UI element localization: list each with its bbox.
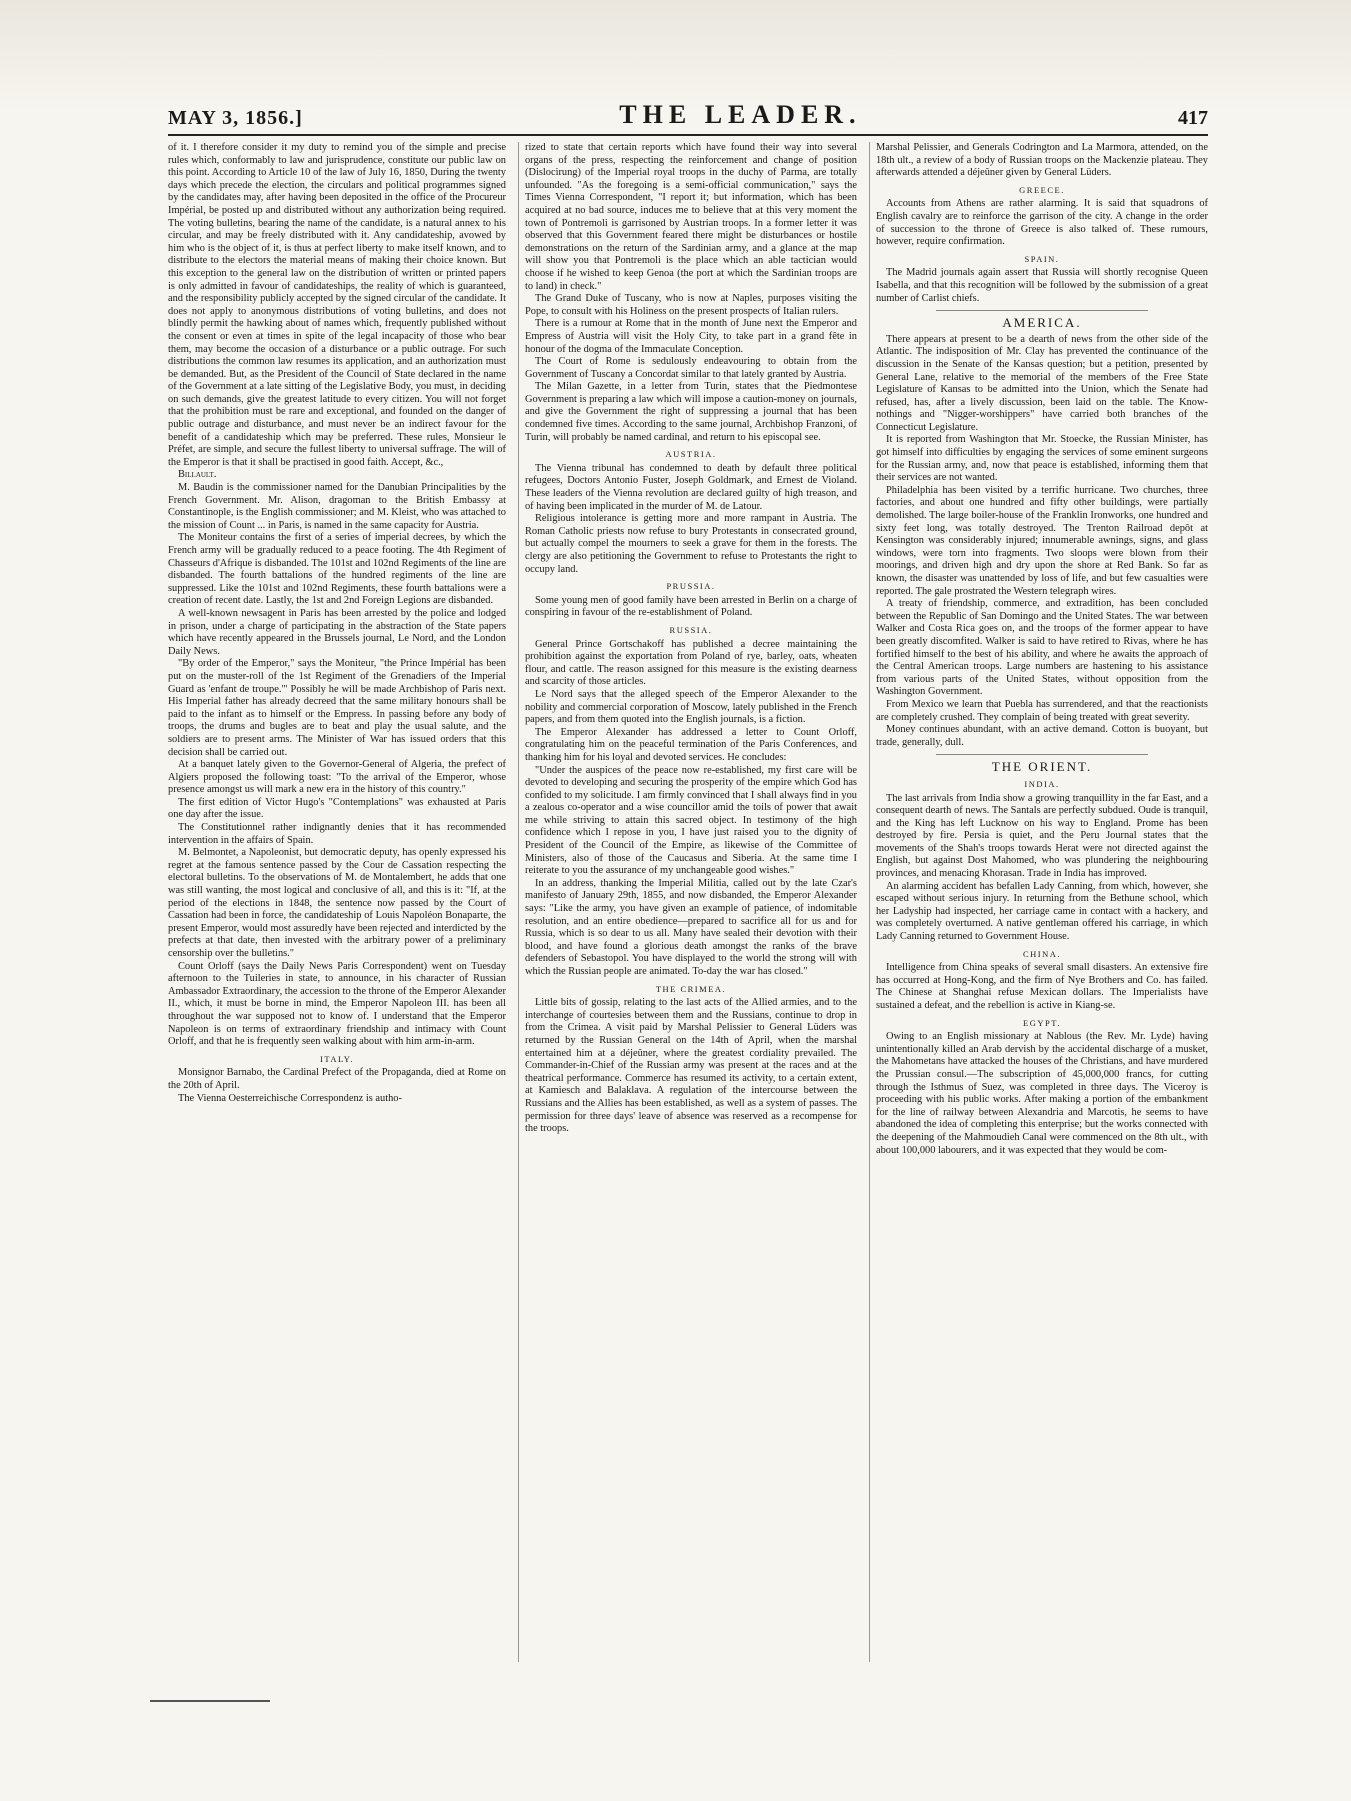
section-heading-austria: AUSTRIA. bbox=[665, 449, 717, 460]
paragraph: The Vienna Oesterreichische Correspondenz is autho- bbox=[178, 1092, 402, 1104]
section-heading-china: CHINA. bbox=[1022, 948, 1061, 959]
column-3 bbox=[869, 142, 1208, 1662]
paragraph: The Emperor Alexander has addressed a letter to Count Orloff, congratulating him on the peaceful termination of the Paris Conferences, and thanking him for his loyal and devoted services. He concludes: bbox=[524, 726, 857, 763]
paragraph: The Moniteur contains the first of a series of imperial decrees, by which the French army will be gradually reduced to a peace footing. The 4th Regiment of Chasseurs d'Afrique is disbanded. The 101st and 102nd Regiments of the line are disbanded. The fourth battalions of the hundred regiments of the line are suppressed. Like the 101st and 102nd Regiments, these fourth battalions were a creation of recent date. Lastly, the 1st and 2nd Foreign Legions are disbanded. bbox=[168, 532, 506, 607]
paragraph: The Constitutionnel rather indignantly denies that it has recommended intervention in the affairs of Spain. bbox=[168, 822, 506, 846]
scan-footer-mark bbox=[150, 1700, 270, 1708]
paragraph: M. Belmontet, a Napoleonist, but democratic deputy, has openly expressed his regret at the famous sentence passed by the Cour de Cassation respecting the electoral bulletins. To the observations of M. de Montalembert, he adds that one was still wanting, the most logical and conclusive of all, and this is it: "If, at the period of the elections in 1848, the sentence now passed by the Court of Cassation had been in force, the candidateship of Louis Napoléon Bonaparte, the present Emperor, would most assuredly have been rejected and interdicted by the prefects at that date, then invested with the arbitrary power of a preliminary censorship over the bulletins." bbox=[168, 847, 506, 959]
paragraph: The first edition of Victor Hugo's "Contemplations" was exhausted at Paris one day after the issue. bbox=[168, 796, 506, 821]
section-heading-america: AMERICA. bbox=[1002, 315, 1082, 331]
paragraph: The Madrid journals again assert that Russia will shortly recognise Queen Isabella, and that this recognition will be followed by the submission of a great number of Carlist chiefs. bbox=[875, 267, 1208, 304]
article-columns bbox=[168, 142, 1208, 1662]
paragraph: There is a rumour at Rome that in the month of June next the Emperor and Empress of Austria will visit the Holy City, to take part in a grand fête in honour of the dogma of the Immaculate Conception. bbox=[524, 318, 857, 355]
column-1 bbox=[168, 142, 506, 1662]
paragraph: Accounts from Athens are rather alarming. It is said that squadrons of English cavalry are to reinforce the garrison of the city. A change in the order of succession to the throne of Greece is also talked of. These rumours, however, require confirmation. bbox=[875, 198, 1208, 248]
header-rule bbox=[168, 134, 1208, 136]
paragraph: From Mexico we learn that Puebla has surrendered, and that the reactionists are completely crushed. They complain of being treated with great severity. bbox=[875, 698, 1208, 723]
paragraph: Count Orloff (says the Daily News Paris Correspondent) went on Tuesday afternoon to the Tuileries in state, to announce, in his character of Russian Ambassador Extraordinary, the accession to the throne of the Emperor Alexander II., which, it must be borne in mind, the Emperor Napoleon III. has been all throughout the war supposed not to know of. I understand that the Emperor Napoleon is on terms of extraordinary friendship and intimacy with Count Orloff, and that he is frequently seen walking about with him arm-in-arm. bbox=[168, 960, 506, 1048]
divider bbox=[936, 310, 1148, 311]
section-heading-egypt: EGYPT. bbox=[1023, 1017, 1061, 1028]
section-heading-crimea: THE CRIMEA. bbox=[655, 983, 727, 994]
paragraph: Marshal Pelissier, and Generals Codrington and La Marmora, attended, on the 18th ult., a review of a body of Russian troops on the Mackenzie plateau. They afterwards attended a déjeûner given by General Lüders. bbox=[875, 142, 1208, 179]
issue-date: MAY 3, 1856.] bbox=[168, 107, 303, 129]
paragraph: An alarming accident has befallen Lady Canning, from which, however, she escaped without serious injury. In returning from the Bethune school, which her Ladyship had inspected, her carriage came in contact with a hackery, and was completely overturned. A native gentleman offered his carriage, in which Lady Canning returned to Government House. bbox=[875, 880, 1208, 943]
section-heading-orient: THE ORIENT. bbox=[991, 759, 1093, 775]
signature: Billault. bbox=[178, 469, 217, 481]
paragraph: Owing to an English missionary at Nablous (the Rev. Mr. Lyde) having unintentionally killed an Arab dervish by the accidental discharge of a musket, the Mahometans have attacked the houses of the Christians, and have murdered the Prussian consul.—The subscription of 45,000,000 francs, for cutting through the Isthmus of Suez, was completed in three days. The Viceroy is proceeding with his public works. After making a portion of the embankment for the line of railway between Alexandria and Marcotis, he seems to have abandoned the idea of completing this enterprise; but the works connected with the deepening of the Mahmoudieh Canal were commenced on the 8th ult., with about 100,000 labourers, and it was expected that they would be com- bbox=[875, 1031, 1208, 1156]
paragraph: Intelligence from China speaks of several small disasters. An extensive fire has occurred at Hong-Kong, and the firm of Nye Brothers and Co. has failed. The Chinese at Shanghai refuse Mexican dollars. The Imperialists have sustained a defeat, and the rebellion is active in Kiang-se. bbox=[875, 962, 1208, 1011]
column-2 bbox=[518, 142, 857, 1662]
paragraph: Le Nord says that the alleged speech of the Emperor Alexander to the nobility and commercial corporation of Moscow, lately published in the French papers, and from them quoted into the English journals, is a fiction. bbox=[524, 688, 857, 726]
paragraph: The Milan Gazette, in a letter from Turin, states that the Piedmontese Government is preparing a law which will impose a caution-money on journals, and give the Government the right of suppressing a journal that has been condemned five times. According to the same journal, Archbishop Franzoni, of Turin, will probably be named cardinal, and return to his episcopal see. bbox=[524, 381, 857, 443]
section-heading-italy: ITALY. bbox=[319, 1053, 354, 1064]
paragraph: Money continues abundant, with an active demand. Cotton is buoyant, but trade, generally, dull. bbox=[875, 724, 1208, 748]
paragraph: A treaty of friendship, commerce, and extradition, has been concluded between the Republic of San Domingo and the United States. The war between Walker and Costa Rica goes on, and the troops of the former appear to have been greatly discomfited. Walker is said to have retired to Rivas, where he has fortified himself to the best of his ability, and where he awaits the approach of the Central American troops. Large numbers are hastening to his assistance from various parts of the United States, without opposition from the Washington Government. bbox=[875, 598, 1208, 698]
section-heading-greece: GREECE. bbox=[1019, 184, 1065, 195]
paragraph: "By order of the Emperor," says the Moniteur, "the Prince Impérial has been put on the muster-roll of the 1st Regiment of the Grenadiers of the Imperial Guard as 'enfant de troupe.'" Possibly he will be made Archbishop of Paris next. His Imperial father has already decreed that the same military honours shall be paid to the infant as to himself or the Empress. In passing before any body of troops, the drums and bugles are to beat and play the usual salute, and the soldiers are to present arms. The Minister of War has issued orders that this decision shall be carried out. bbox=[168, 658, 506, 758]
paragraph: It is reported from Washington that Mr. Stoecke, the Russian Minister, has got himself into difficulties by engaging the services of some eminent surgeons for the Russian army, and, now that peace is established, informing them that their services are not wanted. bbox=[875, 434, 1208, 484]
paragraph: The Vienna tribunal has condemned to death by default three political refugees, Doctors Antonio Fuster, Joseph Goldmark, and Ernest de Violand. These leaders of the Vienna revolution are declared guilty of high treason, and of having been implicated in the murder of M. de Latour. bbox=[524, 462, 857, 512]
section-heading-spain: SPAIN. bbox=[1024, 253, 1060, 264]
section-heading-india: INDIA. bbox=[1024, 778, 1060, 789]
paragraph: In an address, thanking the Imperial Militia, called out by the late Czar's manifesto of January 29th, 1855, and now disbanded, the Emperor Alexander says: "Like the army, you have given an example of patience, of indomitable resolution, and an entire obedience—prepared to sacrifice all for us and for Russia, which is so dear to us all. Many have sealed their devotion with their blood, and have found a glorious death amongst the ranks of the brave defenders of Sebastopol. You have displayed to the world the strong will with which the Russian people are animated. To-day the war has closed." bbox=[524, 877, 857, 977]
paragraph: "Under the auspices of the peace now re-established, my first care will be devoted to developing and securing the prosperity of the empire which God has confided to my solicitude. I am firmly convinced that I shall always find in you a zealous co-operator and a wise councillor amid the toils of power that await me while striving to attain this sacred object. In testimony of the high confidence which I repose in you, I have just raised you to the dignity of President of the Council of the Empire, as likewise of the Committee of Ministers, also of those of the Caucasus and Siberia. At the same time I reiterate to you the assurance of my unchangeable good wishes." bbox=[524, 764, 857, 877]
section-heading-prussia: PRUSSIA. bbox=[666, 581, 716, 592]
paragraph: At a banquet lately given to the Governor-General of Algeria, the prefect of Algiers proposed the following toast: "To the arrival of the Emperor, whose presence amongst us will mark a new era in the history of this country." bbox=[168, 759, 506, 796]
paragraph: The Grand Duke of Tuscany, who is now at Naples, purposes visiting the Pope, to consult with his Holiness on the present prospects of Italian rulers. bbox=[524, 293, 857, 317]
newspaper-title: THE LEADER. bbox=[619, 100, 862, 129]
paragraph: The Court of Rome is sedulously endeavouring to obtain from the Government of Tuscany a Concordat similar to that lately granted by Austria. bbox=[524, 356, 857, 380]
page-number: 417 bbox=[1178, 107, 1208, 129]
paragraph: Little bits of gossip, relating to the last acts of the Allied armies, and to the interchange of courtesies between them and the Russians, continue to drop in from the Crimea. A visit paid by Marshal Pelissier to General Lüders was returned by the Russian General on the 14th of April, when the marshal entertained him at a déjeûner, where the greatest cordiality prevailed. The Commander-in-Chief of the Russian army was present at the races and at the theatrical performance. Commerce has resumed its activity, to a certain extent, at Kamiesch and Balaklava. A regulation of the intercourse between the Russians and the Allies has been established, as well as a system of passes. The permission for three days' leave of absence was reserved as a recompense for the troops. bbox=[524, 997, 857, 1135]
section-heading-russia: RUSSIA. bbox=[669, 624, 713, 635]
paragraph: Religious intolerance is getting more and more rampant in Austria. The Roman Catholic priests now refuse to bury Protestants in consecrated ground, but actually compel the mourners to seek a grave for them in the forests. The clergy are also petitioning the Government to refuse to Protestants the right to occupy land. bbox=[524, 513, 857, 575]
paragraph: Some young men of good family have been arrested in Berlin on a charge of conspiring in favour of the re-establishment of Poland. bbox=[524, 594, 857, 619]
scan-shading bbox=[0, 0, 1351, 110]
paragraph: of it. I therefore consider it my duty to remind you of the simple and precise rules which, conformably to law and jurisprudence, constitute our public law on this point. According to Article 10 of the law of July 16, 1850, During the twenty days which precede the election, the circulars and political programmes signed by the candidates may, after having been deposited in the office of the Procureur Impérial, be posted up and distributed without any authorization being required. The voting bulletins, bearing the name of the candidate, is a natural annex to his circular, and may be freely distributed with it. Any candidateship, avowed by him who is the object of it, is thus at perfect liberty to make itself known, and to distribute to the electors the material means of making their choice known. But this exception to the general law on the distribution of written or printed papers is only admitted in favour of candidateships, the reality of which is guaranteed, and the responsibility publicly accepted by the signed circular of the candidate. It does not apply to anonymous distributions of voting bulletins, and does not blindly permit the hawking about of names which, frequently published without the consent or even at times in spite of the legal incapacity of those who bear them, may become the occasion of a disturbance or a public outrage. For such distributions the common law resumes its application, and an authorization must be demanded. But, as the President of the Council of State declared in the name of the Government at a late sitting of the Legislative Body, you must, in deciding on such demands, give the greatest latitude to every citizen. You will not forget that the prohibition must be rare and exceptional, and founded on the danger of public outrage and disturbance, and must never be an indirect favour for the benefit of a candidateship which may be preferred. These rules, Monsieur le Préfet, are simple, and secure the fullest liberty to universal suffrage. The will of the Emperor is that it shall be practised in good faith. Accept, &c., bbox=[168, 142, 506, 468]
paragraph: General Prince Gortschakoff has published a decree maintaining the prohibition against the exportation from Poland of rye, barley, oats, wheaten flour, and cattle. The reason assigned for this measure is the existing dearness and scarcity of those articles. bbox=[524, 638, 857, 688]
paragraph: Philadelphia has been visited by a terrific hurricane. Two churches, three factories, and about one hundred and fifty other buildings, were partially demolished. The large boiler-house of the Franklin Ironworks, one hundred and sixty feet long, was totally destroyed. The Trenton Railroad depôt at Kensington was considerably injured; innumerable awnings, signs, and glass windows, were torn into fragments. Two sloops were blown from their moorings, and driven high and dry upon the shore at Red Bank. So far as known, the disaster was unattended by loss of life, and but few casualties were reported. The gale prostrated the Western telegraph wires. bbox=[875, 484, 1208, 597]
paragraph: There appears at present to be a dearth of news from the other side of the Atlantic. The indisposition of Mr. Clay has prevented the continuance of the discussion in the Senate of the Kansas question; but a petition, presented by General Lane, relative to the memorial of the members of the Free State Legislature of Kansas to be admitted into the Union, which the Senate had refused, has, after a lively discussion, been laid on the table. The Know-nothings and "Nigger-worshippers" have carried both branches of the Connecticut Legislature. bbox=[875, 333, 1208, 433]
paragraph: A well-known newsagent in Paris has been arrested by the police and lodged in prison, under a charge of participating in the abstraction of the State papers which have recently appeared in the Brussels journal, Le Nord, and the London Daily News. bbox=[168, 607, 506, 657]
paragraph: The last arrivals from India show a growing tranquillity in the far East, and a consequent dearth of news. The Santals are perfectly subdued. Oude is tranquil, and the King has left Lucknow on his way to England. Prome has been destroyed by fire. Persia is quiet, and the Peru Journal states that the movements of the Shah's troops towards Herat were not directed against the English, but against Dost Mahomed, who was plundering the neighbouring provinces, and menacing Khorasan. Trade in India has improved. bbox=[875, 792, 1208, 880]
paragraph: rized to state that certain reports which have found their way into several organs of the press, respecting the reinforcement and change of position (Dislocirung) of the Imperial royal troops in the duchy of Parma, are totally unfounded. "As the foregoing is a semi-official communication," says the Times Vienna Correspondent, "I report it; but information, which has been acquired at no bad source, induces me to believe that at this very moment the town of Pontremoli is garrisoned by Austrian troops. In a former letter it was observed that this Government feared there might be disturbances or hostile demonstrations on the return of the Sardinian army, and a glance at the map will show you that Pontremoli is the place which an able tactician would choose if he wished to keep Genoa (the port at which the Sardinian troops are to land) in check." bbox=[524, 142, 857, 292]
divider bbox=[936, 754, 1148, 755]
paragraph: Monsignor Barnabo, the Cardinal Prefect of the Propaganda, died at Rome on the 20th of April. bbox=[168, 1067, 506, 1091]
masthead bbox=[168, 96, 1208, 130]
paragraph: M. Baudin is the commissioner named for the Danubian Principalities by the French Government. Mr. Alison, dragoman to the British Embassy at Constantinople, is the English commissioner; and M. Kleist, who was attached to the mission of Count ... in Paris, is named in the same capacity for Austria. bbox=[168, 482, 506, 531]
